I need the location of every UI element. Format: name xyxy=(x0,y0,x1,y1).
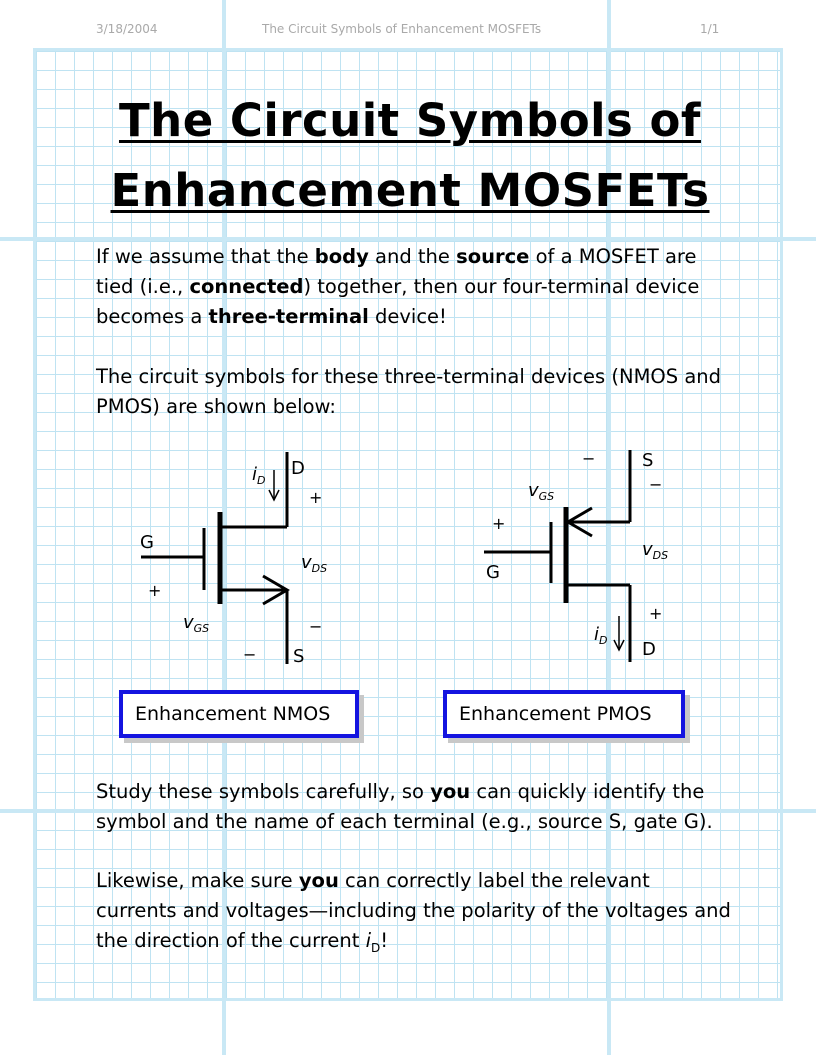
pmos-vds-main: v xyxy=(642,539,653,560)
nmos-label-text: Enhancement NMOS xyxy=(135,703,331,725)
header-page-number: 1/1 xyxy=(700,22,720,36)
nmos-id-main: i xyxy=(252,464,258,485)
nmos-vds-plus: + xyxy=(309,488,323,507)
nmos-drain-label: D xyxy=(291,458,305,479)
nmos-vds-minus: − xyxy=(309,617,323,636)
pmos-id-main: i xyxy=(594,624,600,645)
nmos-gate-label: G xyxy=(140,532,154,553)
p4-text: Likewise, make sure xyxy=(96,869,299,892)
p1-text: and the xyxy=(368,245,457,268)
p3-you: you xyxy=(430,780,471,803)
pmos-vgs-sub: GS xyxy=(538,490,555,503)
pmos-vds-label xyxy=(642,539,668,562)
pmos-id-sub: D xyxy=(599,634,608,647)
p3-text: Study these symbols carefully, so xyxy=(96,780,431,803)
pmos-label-text: Enhancement PMOS xyxy=(459,703,652,725)
p1-body: body xyxy=(314,245,369,268)
pmos-drain-label: D xyxy=(642,639,656,660)
p1-text: ) together, then our four-terminal device becomes a xyxy=(96,275,700,328)
nmos-vgs-sub: GS xyxy=(193,622,210,635)
paragraph-3 xyxy=(96,777,736,837)
header-title: The Circuit Symbols of Enhancement MOSFETs xyxy=(262,22,542,36)
nmos-vds-sub: DS xyxy=(311,562,328,575)
nmos-vgs-plus: + xyxy=(148,581,162,600)
pmos-label-box xyxy=(443,690,685,738)
nmos-id-label xyxy=(252,464,266,487)
p1-three-terminal: three-terminal xyxy=(208,305,369,328)
pmos-vgs-minus: − xyxy=(582,449,596,468)
pmos-vgs-label xyxy=(528,480,554,503)
nmos-source-label: S xyxy=(293,646,305,667)
p4-id-main: i xyxy=(365,929,372,952)
p1-text: of a MOSFET are tied (i.e., xyxy=(96,245,697,298)
nmos-vgs-minus: − xyxy=(243,645,257,664)
paragraph-4 xyxy=(96,866,736,963)
nmos-vgs-label xyxy=(183,612,209,635)
pmos-symbol xyxy=(484,450,630,662)
nmos-vds-label xyxy=(301,552,327,575)
p1-text: If we assume that the xyxy=(96,245,315,268)
pmos-id-label xyxy=(594,624,608,647)
title-line-2: Enhancement MOSFETs xyxy=(110,164,710,217)
p1-source: source xyxy=(456,245,530,268)
pmos-vds-sub: DS xyxy=(652,549,669,562)
p1-text: device! xyxy=(368,305,447,328)
p4-id-sub: D xyxy=(371,940,381,955)
nmos-label-box xyxy=(119,690,359,738)
pmos-source-label: S xyxy=(642,450,654,471)
p4-text: ! xyxy=(380,929,389,952)
p4-you: you xyxy=(298,869,339,892)
pmos-gate-label: G xyxy=(486,562,500,583)
pmos-vgs-plus: + xyxy=(492,514,506,533)
p3-text: can quickly identify the symbol and the name of each terminal (e.g., source S, gate G). xyxy=(96,780,713,833)
nmos-vds-main: v xyxy=(301,552,312,573)
nmos-vgs-main: v xyxy=(183,612,194,633)
pmos-vds-plus: + xyxy=(649,604,663,623)
pmos-vds-minus: − xyxy=(649,475,663,494)
nmos-id-sub: D xyxy=(257,474,266,487)
title-line-1: The Circuit Symbols of xyxy=(118,94,701,147)
pmos-vgs-main: v xyxy=(528,480,539,501)
header-date: 3/18/2004 xyxy=(96,22,158,36)
p2-text: The circuit symbols for these three-terminal devices (NMOS and PMOS) are shown below: xyxy=(96,365,721,418)
p4-text: can correctly label the relevant currents and voltages—including the polarity of the voltages and the direction of the current xyxy=(96,869,731,952)
p1-connected: connected xyxy=(189,275,304,298)
